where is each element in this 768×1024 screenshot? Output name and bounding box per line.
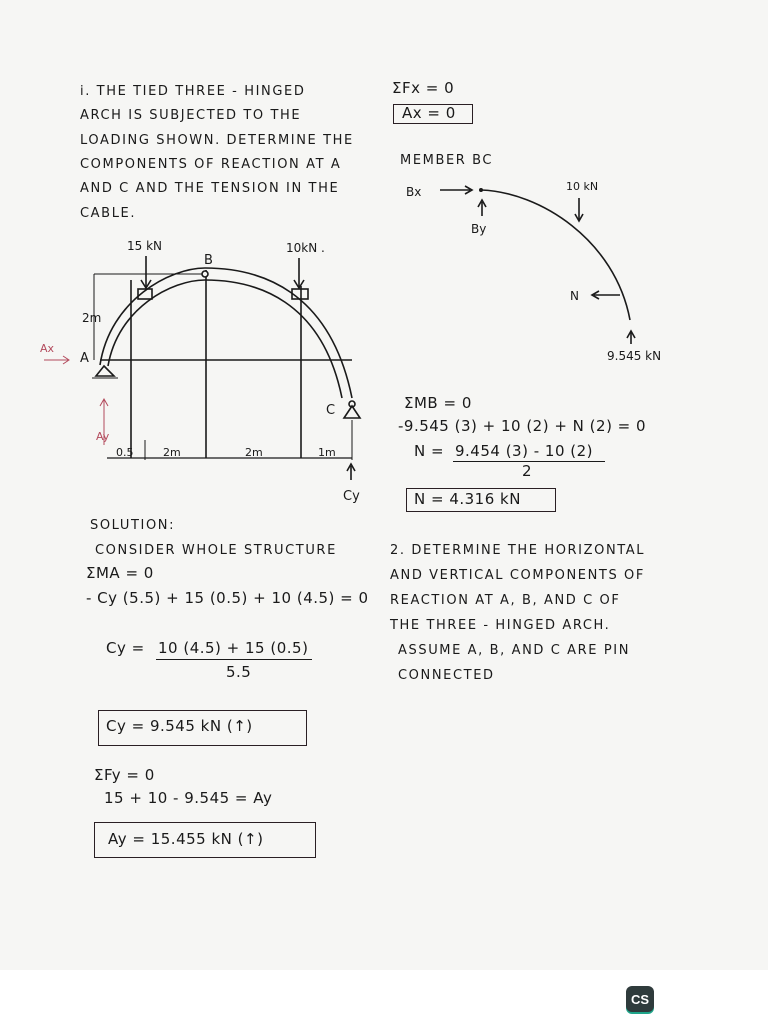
sum-fy-values: 15 + 10 - 9.545 = Ay [104, 789, 273, 807]
load-label: 10 kN [566, 180, 599, 193]
sum-fx-equation: ΣFx = 0 [392, 79, 455, 97]
n-label: N [570, 289, 579, 303]
dimension-label: 0.5 [116, 446, 134, 459]
n-equals-label: N = [414, 442, 445, 460]
fraction-bar [156, 659, 312, 660]
problem-1-line: LOADING SHOWN. DETERMINE THE [80, 133, 354, 148]
problem-1-line: ARCH IS SUBJECTED TO THE [80, 108, 302, 123]
camscanner-logo: CS [626, 986, 654, 1012]
load-label-left: 15 kN [127, 239, 163, 253]
moment-a-sum: - Cy (5.5) + 15 (0.5) + 10 (4.5) = 0 [86, 589, 369, 607]
label-a: A [80, 351, 89, 366]
problem-1-line: AND C AND THE TENSION IN THE [80, 181, 340, 196]
member-bc-arc [481, 190, 630, 320]
label-ay: Ay [96, 430, 110, 443]
problem-2-line: 2. DETERMINE THE HORIZONTAL [390, 543, 646, 558]
label-ax: Ax [40, 342, 55, 355]
n-numerator: 9.454 (3) - 10 (2) [455, 442, 594, 460]
problem-1-line: COMPONENTS OF REACTION AT A [80, 157, 342, 172]
n-result: N = 4.316 kN [414, 490, 521, 508]
moment-b-equation: ΣMB = 0 [404, 394, 472, 412]
bx-label: Bx [406, 185, 422, 199]
dimension-label: 2m [163, 446, 181, 459]
problem-2-line: CONNECTED [398, 668, 495, 683]
ay-result: Ay = 15.455 kN (↑) [108, 830, 264, 848]
n-denominator: 2 [522, 462, 533, 480]
cy-result: Cy = 9.545 kN (↑) [106, 717, 253, 735]
member-bc-title: MEMBER BC [400, 153, 494, 168]
problem-1-line: CABLE. [80, 206, 137, 221]
reaction-label: 9.545 kN [607, 349, 662, 363]
problem-2-line: ASSUME A, B, AND C ARE PIN [398, 643, 631, 658]
dimension-label: 1m [318, 446, 336, 459]
sum-fy-equation: ΣFy = 0 [94, 766, 155, 784]
moment-b-sum: -9.545 (3) + 10 (2) + N (2) = 0 [398, 417, 647, 435]
problem-1-line: i. THE TIED THREE - HINGED [80, 84, 306, 99]
label-cy: Cy [343, 489, 360, 504]
moment-a-equation: ΣMA = 0 [86, 564, 154, 582]
solution-title: SOLUTION: [90, 518, 176, 533]
problem-2-line: AND VERTICAL COMPONENTS OF [390, 568, 645, 583]
cy-equals-label: Cy = [106, 639, 145, 657]
by-label: By [471, 222, 487, 236]
hinge-b-dot [479, 188, 483, 192]
label-b: B [204, 253, 213, 268]
height-label: 2m [82, 311, 102, 325]
problem-2-line: REACTION AT A, B, AND C OF [390, 593, 621, 608]
label-c: C [326, 403, 336, 418]
dimension-label: 2m [245, 446, 263, 459]
ax-result: Ax = 0 [402, 104, 456, 122]
problem-2-line: THE THREE - HINGED ARCH. [390, 618, 611, 633]
cy-numerator: 10 (4.5) + 15 (0.5) [158, 639, 309, 657]
cy-denominator: 5.5 [226, 663, 252, 681]
load-label-right: 10kN . [286, 241, 325, 255]
consider-whole-structure: CONSIDER WHOLE STRUCTURE [95, 543, 337, 558]
